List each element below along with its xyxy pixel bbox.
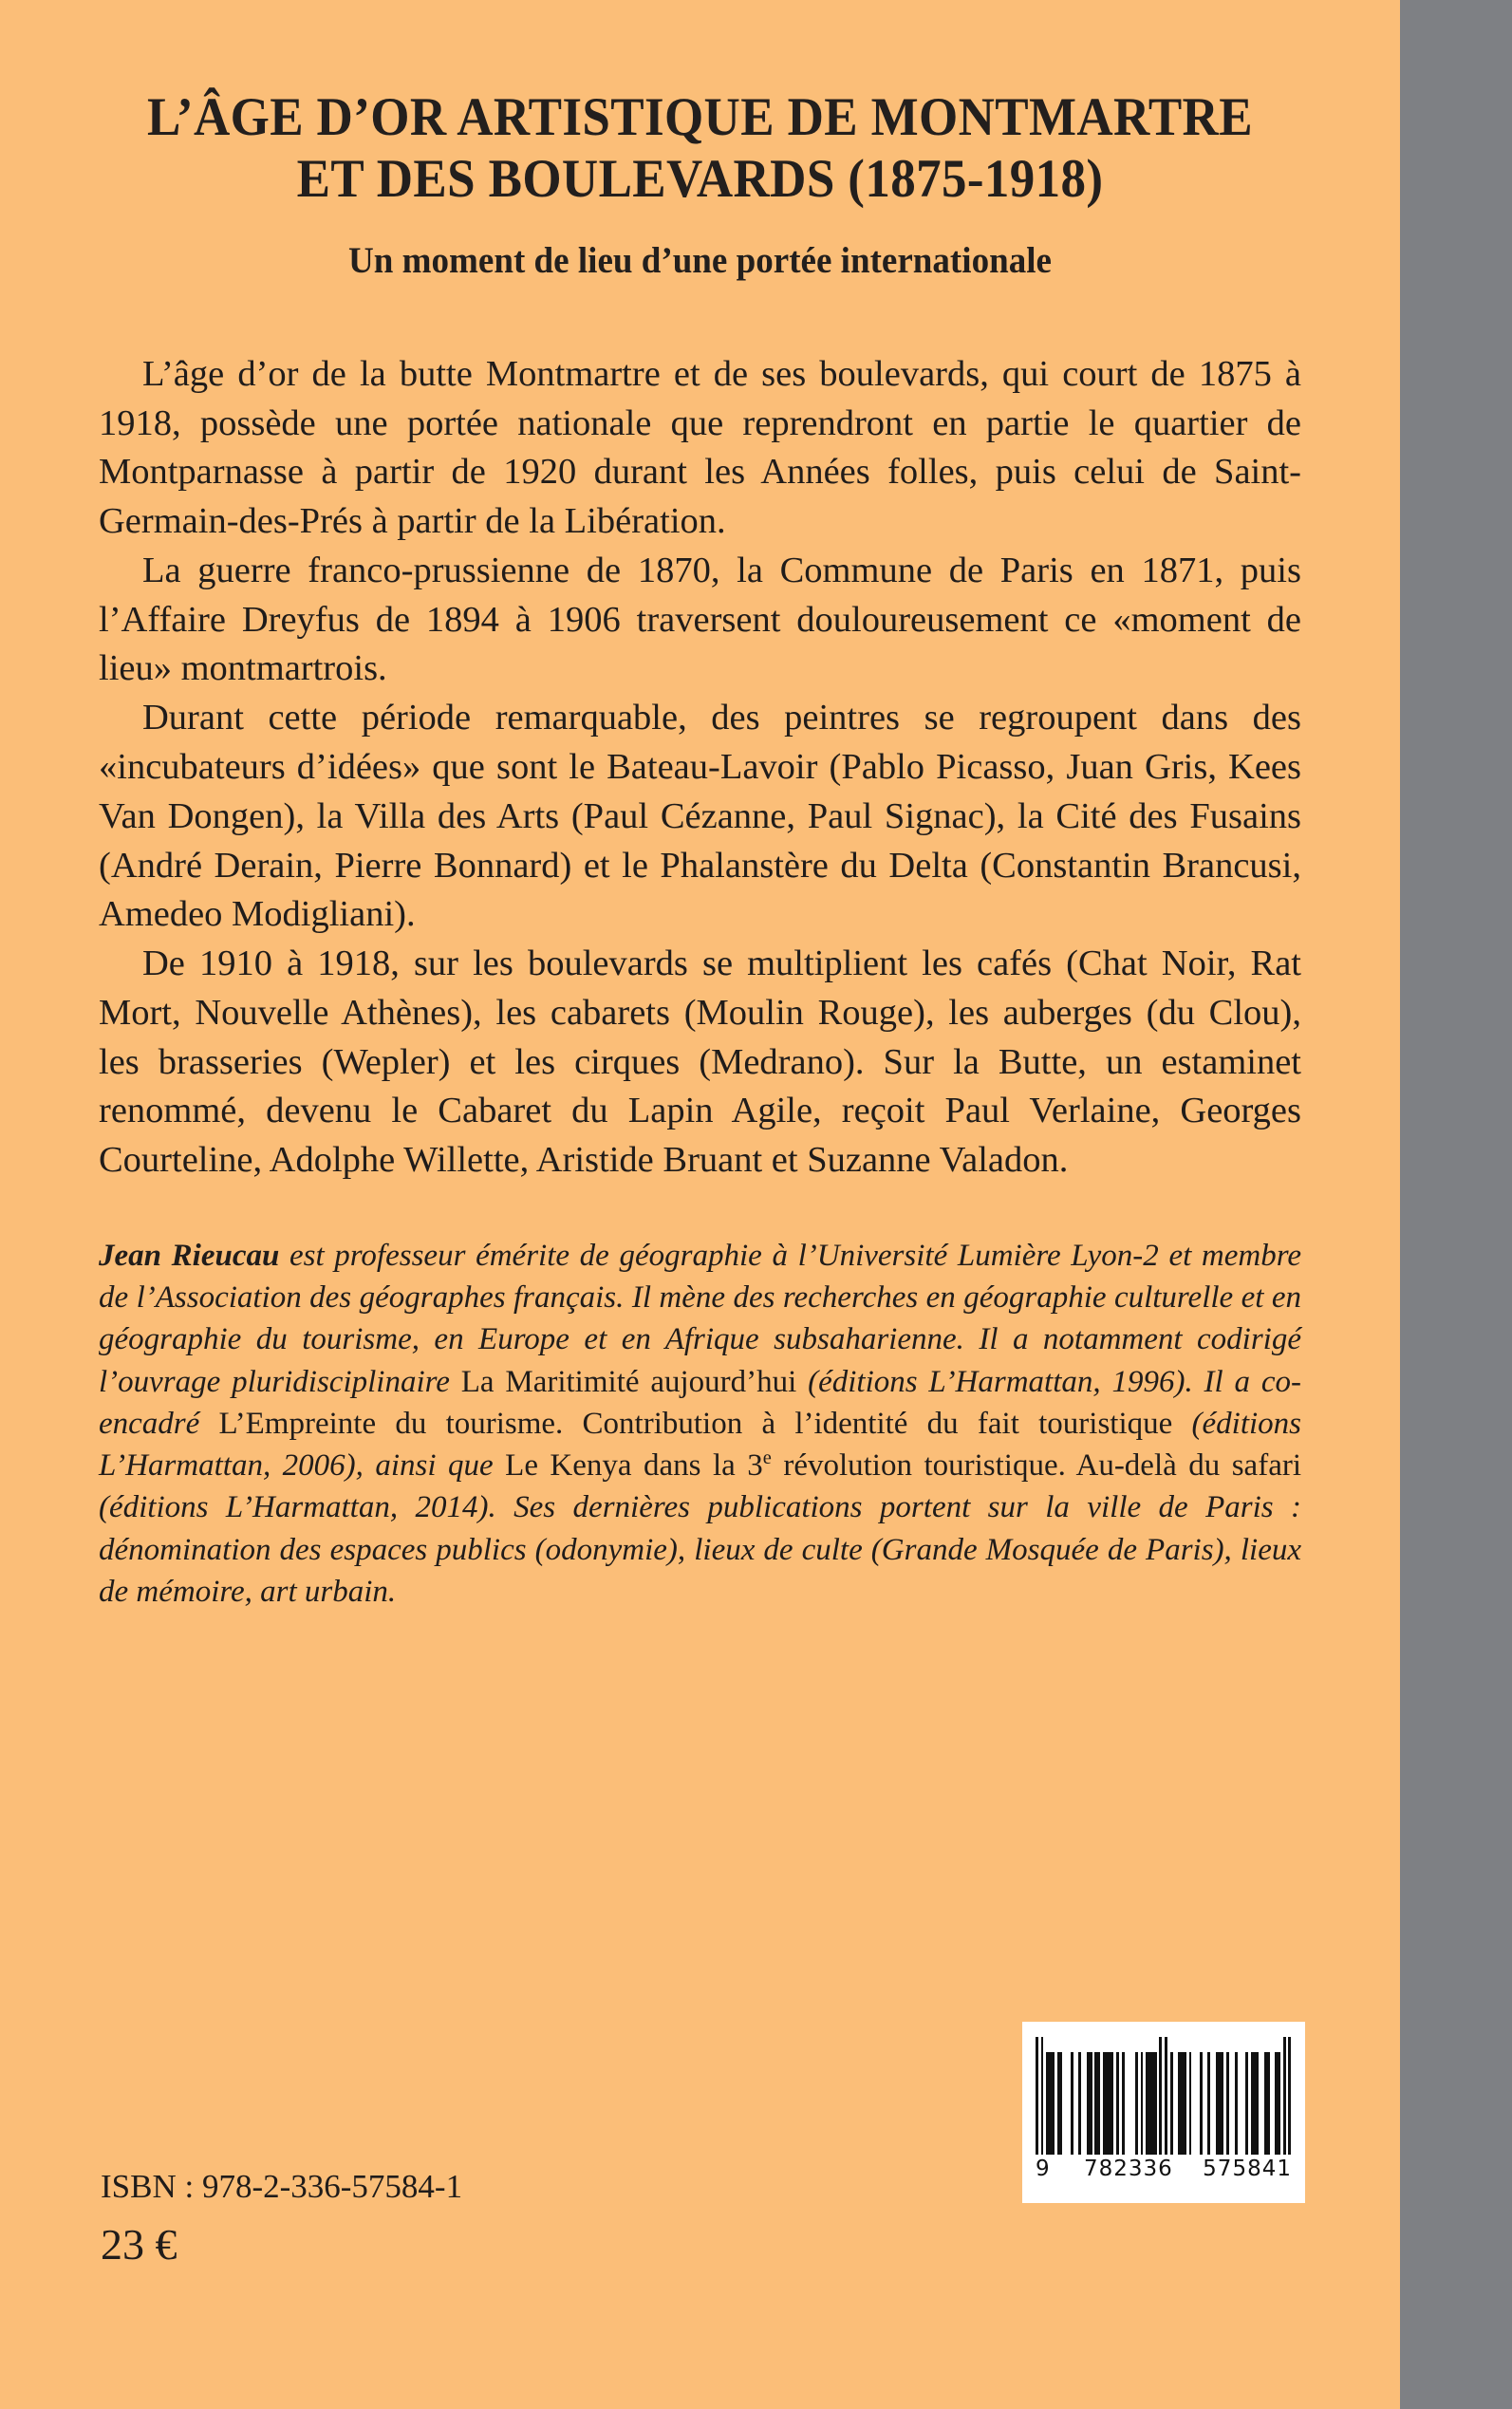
barcode-digits-right: 575841 <box>1203 2157 1292 2181</box>
blurb-paragraph-1: L’âge d’or de la butte Montmartre et de ses boulevards, qui court de 1875 à 1918, possède une portée nationale que reprendront en partie le quartier de Montparnasse à partir de 1920 durant les Années folles, puis celui de Saint-Germain-des-Prés à partir de la Libération. <box>99 353 1301 542</box>
barcode-digit-lead: 9 <box>1036 2157 1051 2181</box>
spine-strip <box>1400 0 1512 2409</box>
barcode-digits <box>1036 2155 1292 2181</box>
page-subtitle: Un moment de lieu d’une portée internationale <box>348 239 1052 281</box>
blurb-paragraph-2: La guerre franco-prussienne de 1870, la Commune de Paris en 1871, puis l’Affaire Dreyfus de 1894 à 1906 traversent douloureusement ce «moment de lieu» montmartrois. <box>99 550 1301 689</box>
bio-work-title-3-part-2: révolution touristique. Au-delà du safari <box>771 1448 1301 1484</box>
page-title-line-2: ET DES BOULEVARDS (1875-1918) <box>296 148 1104 209</box>
blurb-paragraph-4: De 1910 à 1918, sur les boulevards se multiplient les cafés (Chat Noir, Rat Mort, Nouvelle Athènes), les cabarets (Moulin Rouge), les auberges (du Clou), les brasseries (Wepler) et les cirques (Medrano). Sur la Butte, un estaminet renommé, devenu le Cabaret du Lapin Agile, reçoit Paul Verlaine, Georges Courteline, Adolphe Willette, Aristide Bruant et Suzanne Valadon. <box>99 943 1301 1181</box>
blurb-paragraph-3: Durant cette période remarquable, des peintres se regroupent dans des «incubateurs d’idées» que sont le Bateau-Lavoir (Pablo Picasso, Juan Gris, Kees Van Dongen), la Villa des Arts (Paul Cézanne, Paul Signac), la Cité des Fusains (André Derain, Pierre Bonnard) et le Phalanstère du Delta (Constantin Brancusi, Amedeo Modigliani). <box>99 698 1301 935</box>
author-bio-paragraph <box>99 1235 1301 1613</box>
bio-work-title-2: L’Empreinte du tourisme. Contribution à l’identité du fait touristique <box>218 1406 1173 1441</box>
bio-work-title-3-part-1: Le Kenya dans la 3 <box>505 1448 763 1484</box>
isbn-label: ISBN : 978-2-336-57584-1 <box>101 2168 463 2205</box>
bio-work-title-3-ordinal: e <box>762 1447 772 1469</box>
barcode-digits-left: 782336 <box>1084 2157 1173 2181</box>
page-title-line-1: L’ÂGE D’OR ARTISTIQUE DE MONTMARTRE <box>147 87 1253 147</box>
author-bio <box>99 1235 1301 1613</box>
barcode-bars <box>1036 2037 1292 2155</box>
bio-segment-3: (éditions L’Harmattan, 2006), ainsi que <box>99 1406 1301 1484</box>
bio-work-title-1: La Maritimité aujourd’hui <box>460 1364 797 1399</box>
bio-segment-4: (éditions L’Harmattan, 2014). Ses dernières publications portent sur la ville de Paris : dénomination des espaces publics (odonymie), lieux de culte (Grande Mosquée de Paris), lieux de mémoire, art urbain. <box>99 1490 1301 1609</box>
blurb-text <box>99 350 1301 1186</box>
bio-segment-2: (éditions L’Harmattan, 1996). Il a co-encadré <box>99 1364 1301 1441</box>
barcode-panel <box>1022 2022 1305 2203</box>
cover-footer <box>99 2022 1304 2335</box>
title-block <box>99 0 1301 284</box>
bio-segment-1: est professeur émérite de géographie à l’Université Lumière Lyon-2 et membre de l’Association des géographes français. Il mène des recherches en géographie culturelle et en géographie du tourisme, en Europe et en Afrique subsaharienne. Il a notamment codirigé l’ouvrage pluridisciplinaire <box>99 1239 1301 1399</box>
author-name: Jean Rieucau <box>99 1239 280 1274</box>
price-label: 23 € <box>101 2220 177 2269</box>
